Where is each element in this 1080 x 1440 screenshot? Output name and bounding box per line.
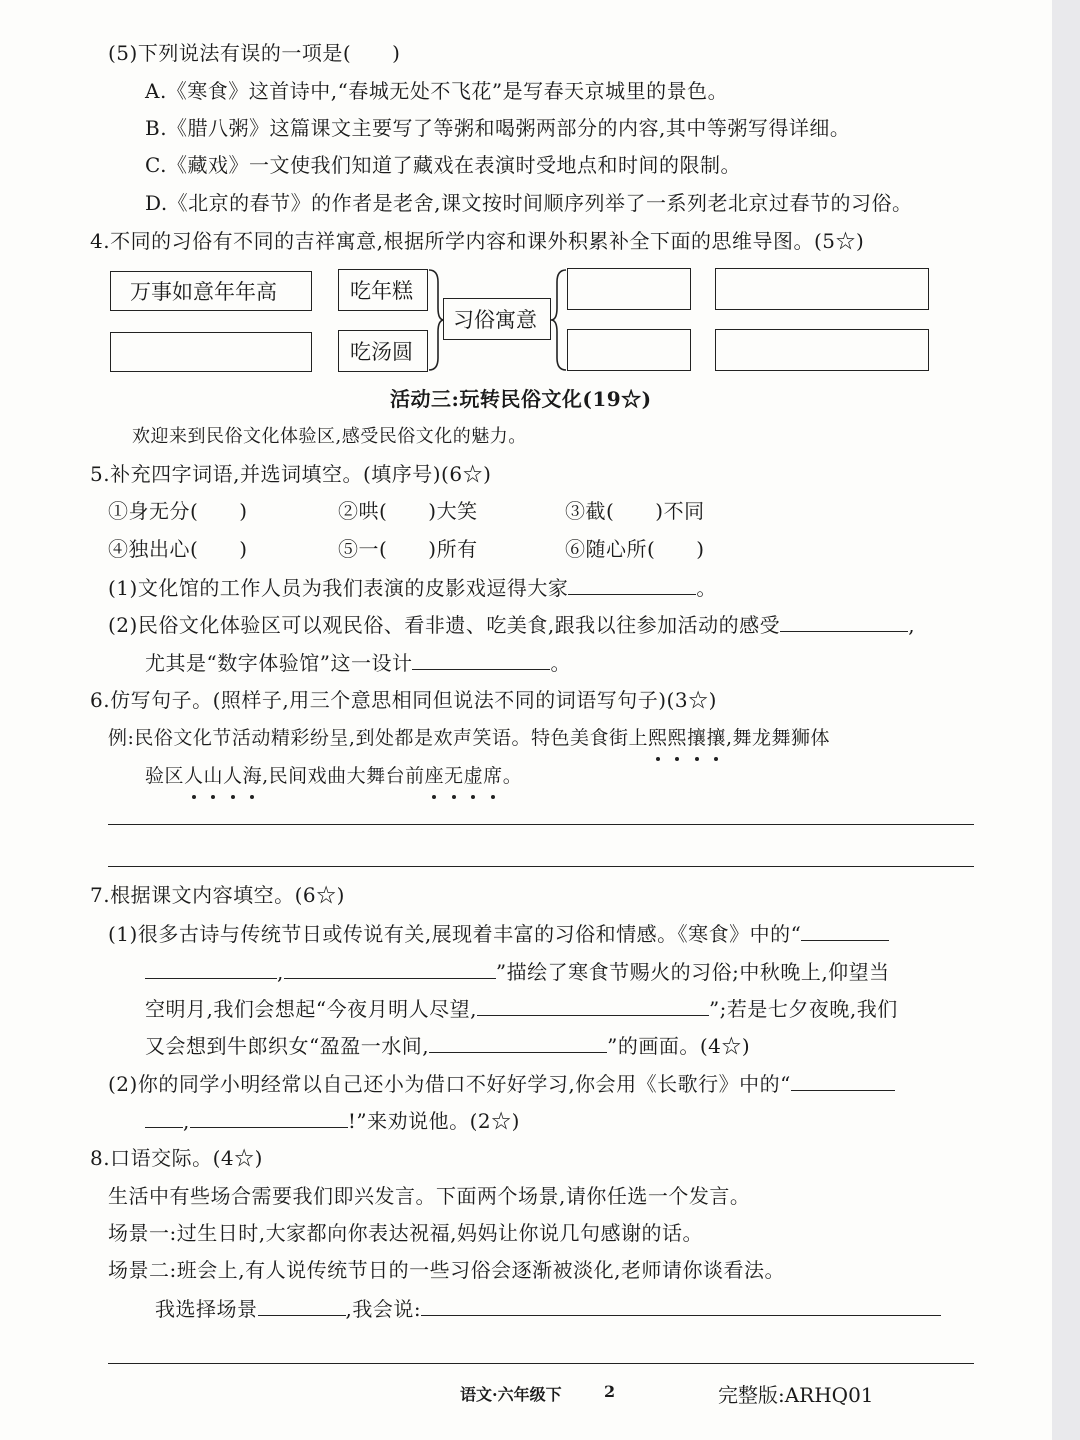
mindmap-meaning-box-2[interactable] <box>110 332 312 372</box>
emphasis-char: 席 <box>483 765 503 787</box>
emphasis-char: 熙 <box>667 727 687 749</box>
emphasis-char: 无 <box>444 765 464 787</box>
footer-subject: 语文·六年级下 <box>460 1385 562 1404</box>
q4-stem: 4.不同的习俗有不同的吉祥寓意,根据所学内容和课外积累补全下面的思维导图。(5☆) <box>90 229 865 253</box>
q7-blank-5b[interactable] <box>145 1107 183 1128</box>
q5-sentence-2-cont-text: 尤其是“数字体验馆”这一设计 <box>145 651 413 675</box>
q5-sentence-1-text: (1)文化馆的工作人员为我们表演的皮影戏逗得大家 <box>108 576 569 600</box>
q5-word-1: ①身无分( ) <box>108 499 248 523</box>
q7-blank-2[interactable] <box>284 958 496 979</box>
emphasis-char: 人 <box>223 765 243 787</box>
q5-blank-2[interactable] <box>780 611 908 632</box>
q7-part2-line-1 <box>108 1070 895 1097</box>
emphasis-char: 攘 <box>686 727 707 749</box>
emphasis-char: 攘 <box>706 727 727 749</box>
q5-word-3: ③截( )不同 <box>565 499 705 523</box>
q6-example-line-2 <box>145 763 522 789</box>
q3-5-option-c: C.《藏戏》一文使我们知道了藏戏在表演时受地点和时间的限制。 <box>145 153 741 177</box>
q5-sentence-2-cont <box>145 649 571 676</box>
q7-part1-text-6: ”的画面。(4☆) <box>607 1034 751 1058</box>
q7-part1-text-4: ”;若是七夕夜晚,我们 <box>708 997 898 1021</box>
q8-answer-text-1: 我选择场景 <box>155 1297 258 1321</box>
mindmap-custom-text-2: 吃汤圆 <box>350 340 413 364</box>
mindmap-custom-text-1: 吃年糕 <box>350 279 413 303</box>
q5-sentence-1 <box>108 574 717 601</box>
q7-blank-3[interactable] <box>477 995 709 1016</box>
q8-stem: 8.口语交际。(4☆) <box>90 1146 263 1170</box>
mindmap-blank-box-3[interactable] <box>715 268 929 310</box>
q8-scene-1: 场景一:过生日时,大家都向你表达祝福,妈妈让你说几句感谢的话。 <box>108 1221 703 1245</box>
emphasis-char: 熙 <box>647 727 668 749</box>
q3-5-option-d: D.《北京的春节》的作者是老舍,课文按时间顺序列举了一系列老北京过春节的习俗。 <box>145 191 913 215</box>
q8-intro: 生活中有些场合需要我们即兴发言。下面两个场景,请你任选一个发言。 <box>108 1184 751 1208</box>
q5-sentence-2-text: (2)民俗文化体验区可以观民俗、看非遗、吃美食,跟我以往参加活动的感受 <box>108 613 781 637</box>
q6-dotted-word-1 <box>648 727 726 749</box>
q6-example-text-5: 。 <box>502 765 523 787</box>
q7-part2-text-1: (2)你的同学小明经常以自己还小为借口不好好学习,你会用《长歌行》中的“ <box>108 1072 791 1096</box>
q8-scene-2: 场景二:班会上,有人说传统节日的一些习俗会逐渐被淡化,老师请你谈看法。 <box>108 1258 785 1282</box>
emphasis-char: 人 <box>184 765 204 787</box>
q8-answer-line-2[interactable] <box>108 1363 974 1364</box>
q5-blank-1[interactable] <box>568 574 696 595</box>
q3-5-option-b: B.《腊八粥》这篇课文主要写了等粥和喝粥两部分的内容,其中等粥写得详细。 <box>145 116 851 140</box>
footer-code: 完整版:ARHQ01 <box>718 1383 874 1407</box>
q5-sentence-1-end: 。 <box>696 576 717 600</box>
q5-blank-3[interactable] <box>412 649 550 670</box>
q7-blank-6[interactable] <box>190 1107 348 1128</box>
q3-5-option-a: A.《寒食》这首诗中,“春城无处不飞花”是写春天京城里的景色。 <box>145 79 729 103</box>
q6-example-text-3: 验区 <box>145 765 185 787</box>
emphasis-char: 座 <box>424 765 445 787</box>
q7-part1-text-2: ”描绘了寒食节赐火的习俗;中秋晚上,仰望当 <box>495 960 890 984</box>
q7-part2-text-2: !”来劝说他。(2☆) <box>347 1109 520 1133</box>
q7-part1-line-4 <box>145 1032 750 1059</box>
emphasis-char: 虚 <box>463 765 484 787</box>
q6-example-text-2: ,舞龙舞狮体 <box>726 727 831 749</box>
q5-word-6: ⑥随心所( ) <box>565 537 705 561</box>
q3-5-stem: (5)下列说法有误的一项是( ) <box>108 41 401 65</box>
q7-part1-comma: , <box>277 960 284 984</box>
q6-example-line-1 <box>108 725 830 751</box>
q7-part1-line-3 <box>145 995 898 1022</box>
q7-part1-text-5: 又会想到牛郎织女“盈盈一水间, <box>145 1034 430 1058</box>
q6-example-text-4: ,民间戏曲大舞台前 <box>262 765 425 787</box>
q8-answer-line <box>155 1295 941 1322</box>
mindmap-blank-box-1[interactable] <box>567 268 691 310</box>
mindmap-blank-box-2[interactable] <box>567 329 691 371</box>
q6-example-text-1: 例:民俗文化节活动精彩纷呈,到处都是欢声笑语。特色美食街上 <box>108 727 648 749</box>
q8-speech-blank[interactable] <box>421 1295 941 1316</box>
q7-part1-line-2 <box>145 958 890 985</box>
q5-word-4: ④独出心( ) <box>108 537 248 561</box>
q8-answer-text-2: ,我会说: <box>345 1297 422 1321</box>
q5-word-2: ②哄( )大笑 <box>338 499 478 523</box>
q7-part1-text-3: 空明月,我们会想起“今夜月明人尽望, <box>145 997 477 1021</box>
q7-blank-1b[interactable] <box>145 958 277 979</box>
q7-part2-line-2 <box>145 1107 520 1134</box>
q5-word-5: ⑤一( )所有 <box>338 537 478 561</box>
emphasis-char: 海 <box>242 765 263 787</box>
activity-title: 活动三:玩转民俗文化(19☆) <box>390 387 652 411</box>
right-brace-icon <box>549 268 569 372</box>
q7-blank-5a[interactable] <box>791 1070 895 1091</box>
emphasis-char: 山 <box>203 765 224 787</box>
activity-intro: 欢迎来到民俗文化体验区,感受民俗文化的魅力。 <box>132 426 527 447</box>
q6-dotted-word-3 <box>425 765 503 787</box>
mindmap-meaning-text-1: 万事如意年年高 <box>130 280 277 304</box>
q7-part1-line-1 <box>108 920 889 947</box>
q8-scene-choice-blank[interactable] <box>258 1295 346 1316</box>
q6-answer-line-2[interactable] <box>108 866 974 867</box>
q5-sentence-2 <box>108 611 915 638</box>
q5-sentence-2-end: 。 <box>550 651 571 675</box>
mindmap-blank-box-4[interactable] <box>715 329 929 371</box>
q7-blank-4[interactable] <box>429 1032 607 1053</box>
page-edge <box>1052 0 1080 1440</box>
q5-sentence-2-comma: , <box>908 613 916 637</box>
q7-part1-text-1: (1)很多古诗与传统节日或传说有关,展现着丰富的习俗和情感。《寒食》中的“ <box>108 922 802 946</box>
q7-stem: 7.根据课文内容填空。(6☆) <box>90 883 345 907</box>
q6-answer-line-1[interactable] <box>108 824 974 825</box>
footer-page-number: 2 <box>604 1382 616 1401</box>
q6-stem: 6.仿写句子。(照样子,用三个意思相同但说法不同的词语写句子)(3☆) <box>90 688 717 712</box>
q5-stem: 5.补充四字词语,并选词填空。(填序号)(6☆) <box>90 462 492 486</box>
mindmap-center-text: 习俗寓意 <box>453 308 537 332</box>
q6-dotted-word-2 <box>184 765 262 787</box>
q7-part2-comma: , <box>183 1109 190 1133</box>
q7-blank-1a[interactable] <box>801 920 889 941</box>
